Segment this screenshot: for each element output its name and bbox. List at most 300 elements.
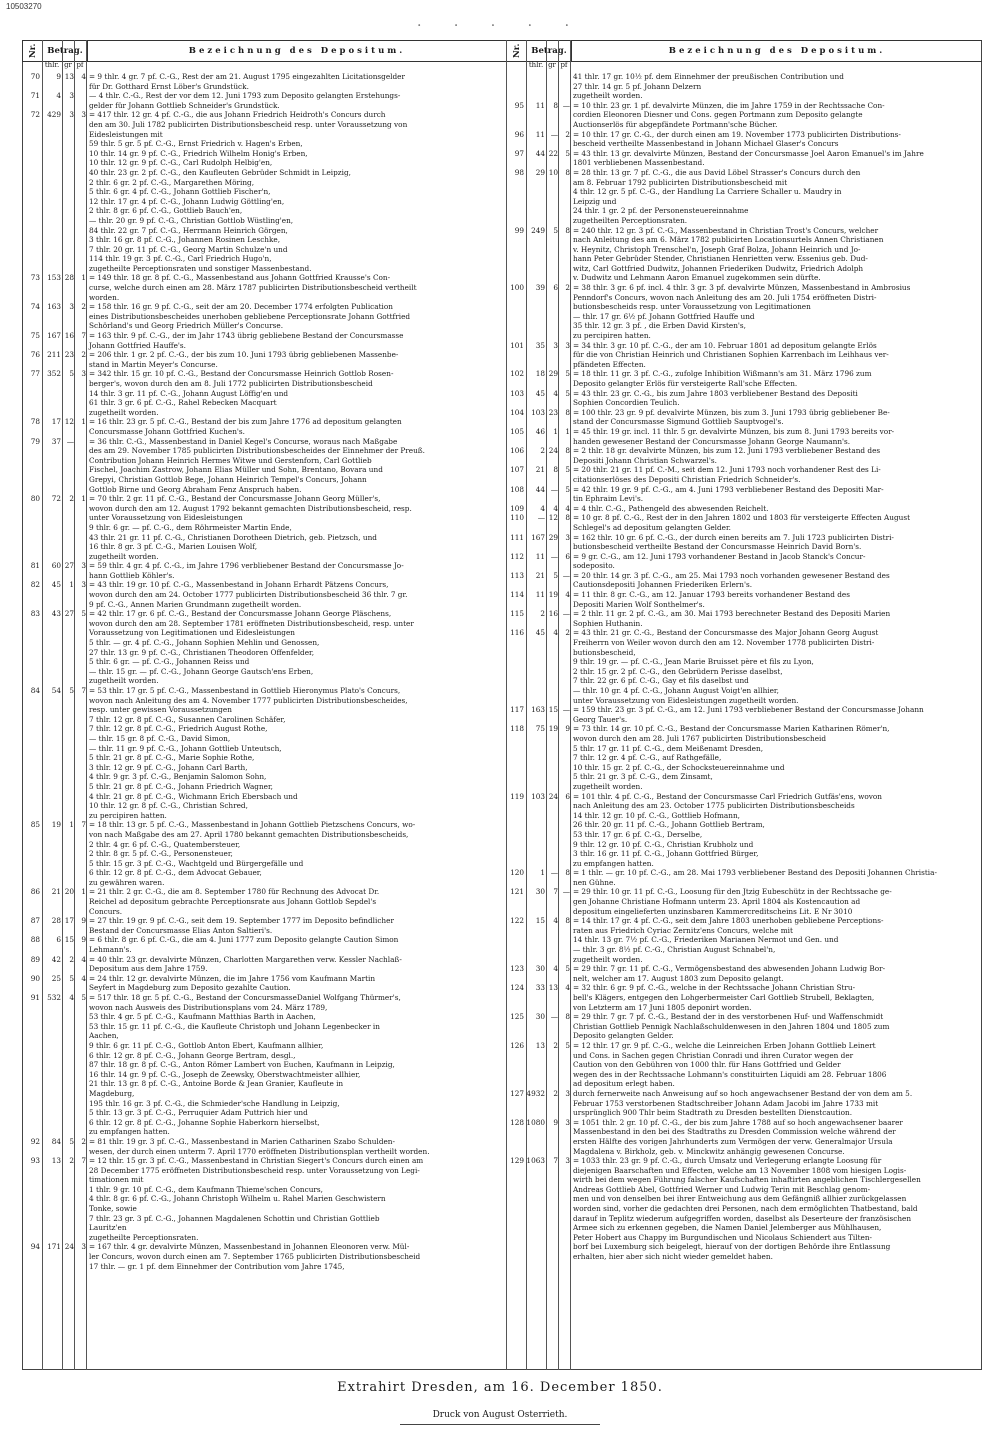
ledger-cell-thlr [526, 561, 546, 571]
ledger-cell-gr [546, 235, 558, 245]
ledger-cell-text: = 81 thlr. 19 gr. 3 pf. C.-G., Massenbestand in Marien Catharinen Szabo Schulden- [89, 1136, 395, 1146]
ledger-cell-pf [558, 811, 570, 821]
ledger-cell-gr [62, 235, 74, 245]
ledger-cell-text: — thlr. 11 gr. 9 pf. C.-G., Johann Gottlieb Unteutsch, [89, 743, 282, 753]
ledger-cell-text: zugetheilten Perceptionsraten. [573, 215, 688, 225]
ledger-cell-nr [506, 1185, 526, 1195]
ledger-cell-pf [74, 321, 86, 331]
ledger-cell-thlr [42, 590, 62, 600]
ledger-cell-text: = 29 thlr. 7 gr. 11 pf. C.-G., Vermögensbestand des abwesenden Johann Ludwig Bor- [573, 964, 886, 974]
ledger-row [506, 1051, 982, 1061]
ledger-cell-thlr [42, 667, 62, 677]
ledger-cell-thlr [526, 398, 546, 408]
ledger-cell-nr [506, 648, 526, 658]
ledger-cell-gr: 4 [553, 628, 558, 638]
ledger-row [506, 1223, 982, 1233]
ledger-cell-thlr [526, 1031, 546, 1041]
ledger-cell-pf [74, 1252, 86, 1262]
ledger-cell-gr [546, 907, 558, 917]
ledger-cell-text: witz, Carl Gottfried Dudwitz, Johannen Friederiken Dudwitz, Friedrich Adolph [573, 263, 864, 273]
ledger-row [22, 724, 506, 734]
place-date-line: Extrahirt Dresden, am 16. December 1850. [337, 1380, 663, 1395]
ledger-cell-thlr [526, 859, 546, 869]
ledger-cell-thlr [42, 216, 62, 226]
ledger-cell-nr [506, 321, 526, 331]
ledger-cell-text: 26 thlr. 20 gr. 11 pf. C.-G., Johann Gottlieb Bertram, [573, 820, 765, 830]
ledger-cell-gr [62, 1012, 74, 1022]
left-header-betrag: Betrag. [43, 41, 88, 61]
ledger-cell-gr: — [550, 551, 558, 561]
right-ledger-column [506, 72, 982, 1262]
ledger-cell-nr [506, 1127, 526, 1137]
ledger-cell-nr [506, 993, 526, 1003]
ledger-cell-nr [506, 1060, 526, 1070]
ledger-cell-text: 10 thlr. 15 gr. 2 pf. C.-G., der Schocksteuereinnahme und [573, 762, 785, 772]
ledger-cell-text: 87 thlr. 18 gr. 8 pf. C.-G., Anton Römer Lambert von Euchen, Kaufmann in Leipzig, [89, 1060, 395, 1070]
ledger-cell-text: Schlegel's ad depositum gelangten Gelder. [573, 522, 731, 532]
ledger-cell-thlr [526, 331, 546, 341]
ledger-cell-nr: 105 [510, 426, 524, 436]
ledger-row [22, 696, 506, 706]
ledger-cell-text: 14 thlr. 13 gr. 7½ pf. C.-G., Friederiken Marianen Nermot und Gen. und [573, 935, 839, 945]
ledger-cell-pf [74, 1147, 86, 1157]
ledger-cell-nr: 123 [510, 964, 524, 974]
ledger-cell-nr [506, 1147, 526, 1157]
ledger-cell-nr [22, 1214, 42, 1224]
ledger-cell-gr: 27 [64, 609, 74, 619]
ledger-cell-thlr: 249 [531, 225, 545, 235]
ledger-row [506, 437, 982, 447]
ledger-cell-pf [74, 772, 86, 782]
ledger-cell-gr [62, 360, 74, 370]
ledger-row [506, 878, 982, 888]
ledger-cell-gr [62, 753, 74, 763]
ledger-row [506, 485, 982, 495]
ledger-cell-thlr: 1 [540, 868, 545, 878]
ledger-cell-pf: — [562, 705, 570, 715]
ledger-row [506, 1099, 982, 1109]
ledger-cell-text: 6 thlr. 12 gr. 8 pf. C.-G., dem Advocat Gebauer, [89, 868, 262, 878]
ledger-row [506, 91, 982, 101]
ledger-cell-thlr [526, 1051, 546, 1061]
ledger-cell-pf: 5 [565, 369, 570, 379]
ledger-cell-pf: 4 [565, 983, 570, 993]
ledger-cell-gr [546, 178, 558, 188]
ledger-row [22, 1242, 506, 1252]
ledger-cell-text: zu empfangen hatten. [89, 1127, 170, 1137]
ledger-cell-thlr [42, 264, 62, 274]
ledger-cell-thlr: 103 [531, 407, 545, 417]
ledger-row [506, 696, 982, 706]
ledger-cell-gr: 17 [64, 916, 74, 926]
ledger-row [22, 945, 506, 955]
ledger-cell-nr [506, 331, 526, 341]
ledger-cell-gr [546, 1252, 558, 1262]
ledger-row [22, 72, 506, 82]
ledger-row [22, 1156, 506, 1166]
ledger-cell-thlr [526, 945, 546, 955]
ledger-cell-thlr [526, 91, 546, 101]
ledger-cell-text: 41 thlr. 17 gr. 10½ pf. dem Einnehmer der preußischen Contribution und [573, 72, 844, 81]
ledger-cell-thlr: 37 [51, 436, 61, 446]
ledger-cell-gr [62, 427, 74, 437]
ledger-cell-text: 27 thlr. 14 gr. 5 pf. Johann Delzern [573, 81, 702, 91]
ledger-cell-nr [506, 935, 526, 945]
ledger-cell-nr [506, 110, 526, 120]
ledger-row [506, 657, 982, 667]
ledger-cell-thlr [42, 1194, 62, 1204]
ledger-cell-nr [22, 1233, 42, 1243]
ledger-cell-pf [74, 878, 86, 888]
ledger-cell-thlr [526, 235, 546, 245]
ledger-cell-pf [558, 235, 570, 245]
ledger-row [22, 504, 506, 514]
ledger-cell-text: 2 thlr. 8 gr. 6 pf. C.-G., Gottlieb Bauch'en, [89, 206, 243, 216]
ledger-cell-pf [558, 619, 570, 629]
ledger-row [506, 1060, 982, 1070]
ledger-row [506, 935, 982, 945]
ledger-cell-text: 9 thlr. 6 gr. 11 pf. C.-G., Gottlob Anton Ebert, Kaufmann allhier, [89, 1040, 324, 1050]
ledger-cell-thlr [526, 753, 546, 763]
ledger-cell-nr [22, 1031, 42, 1041]
ledger-cell-nr [506, 1022, 526, 1032]
ledger-row [22, 1233, 506, 1243]
ledger-cell-nr [506, 437, 526, 447]
ledger-cell-text: = 167 thlr. 4 gr. devalvirte Münzen, Massenbestand in Johannen Eleonoren verw. Mül- [89, 1242, 410, 1252]
ledger-cell-nr [22, 1194, 42, 1204]
ledger-cell-nr [22, 1003, 42, 1013]
ledger-row [506, 1108, 982, 1118]
ledger-cell-pf: 7 [81, 820, 86, 830]
ledger-cell-nr [22, 571, 42, 581]
ledger-cell-nr: 106 [510, 446, 524, 456]
ledger-cell-text: 28 December 1775 eröffneten Distributionsbescheid resp. unter Voraussetzung von Legi- [89, 1165, 420, 1175]
ledger-row [506, 523, 982, 533]
ledger-cell-gr: 28 [64, 273, 74, 283]
ledger-cell-gr [546, 91, 558, 101]
ledger-cell-thlr [42, 1089, 62, 1099]
ledger-cell-gr [546, 1204, 558, 1214]
ledger-row [506, 1003, 982, 1013]
ledger-row [22, 168, 506, 178]
ledger-row [22, 245, 506, 255]
ledger-cell-nr [22, 1166, 42, 1176]
ledger-cell-text: = 1051 thlr. 2 gr. 10 pf. C.-G., der bis zum Jahre 1788 auf so hoch angewachsener baarer [573, 1117, 903, 1127]
ledger-cell-text: = 2 thlr. 18 gr. devalvirte Münzen, bis zum 12. Juni 1793 verbliebener Bestand des [573, 446, 881, 456]
ledger-cell-pf [74, 197, 86, 207]
ledger-cell-pf [74, 907, 86, 917]
ledger-cell-thlr [526, 542, 546, 552]
ledger-cell-nr [506, 542, 526, 552]
ledger-cell-gr [546, 878, 558, 888]
ledger-cell-gr [546, 254, 558, 264]
ledger-cell-gr [62, 1127, 74, 1137]
ledger-row [506, 926, 982, 936]
ledger-cell-nr [22, 676, 42, 686]
ledger-cell-nr: 111 [510, 532, 524, 542]
ledger-cell-gr: — [550, 484, 558, 494]
ledger-cell-thlr [526, 1108, 546, 1118]
ledger-cell-gr: 3 [553, 340, 558, 350]
ledger-cell-gr: 5 [553, 225, 558, 235]
ledger-row [506, 571, 982, 581]
ledger-cell-thlr [42, 1204, 62, 1214]
ledger-cell-thlr [42, 878, 62, 888]
ledger-cell-thlr [42, 1147, 62, 1157]
ledger-cell-nr: 82 [30, 580, 40, 590]
ledger-cell-nr [22, 1060, 42, 1070]
ledger-cell-nr [22, 178, 42, 188]
ledger-row [506, 792, 982, 802]
ledger-row [506, 1214, 982, 1224]
ledger-cell-nr [22, 801, 42, 811]
ledger-cell-thlr [526, 1079, 546, 1089]
ledger-cell-nr [22, 446, 42, 456]
ledger-row [22, 1060, 506, 1070]
ledger-cell-pf [74, 379, 86, 389]
ledger-cell-thlr [526, 264, 546, 274]
ledger-cell-pf [74, 1214, 86, 1224]
ledger-cell-text: 3 thlr. 12 gr. 9 pf. C.-G., Johann Carl Barth, [89, 762, 248, 772]
ledger-row [506, 1185, 982, 1195]
ledger-cell-nr [22, 398, 42, 408]
ledger-row [506, 1166, 982, 1176]
ledger-cell-pf [558, 648, 570, 658]
ledger-cell-gr: — [550, 1012, 558, 1022]
ledger-row [22, 1147, 506, 1157]
ledger-row [506, 456, 982, 466]
ledger-cell-nr [506, 686, 526, 696]
ledger-cell-thlr [526, 763, 546, 773]
ledger-row [22, 226, 506, 236]
ledger-cell-thlr [42, 1041, 62, 1051]
ledger-cell-nr [506, 580, 526, 590]
ledger-cell-thlr [526, 1252, 546, 1262]
ledger-cell-nr [506, 1223, 526, 1233]
ledger-cell-nr [22, 226, 42, 236]
ledger-cell-gr [546, 1108, 558, 1118]
ledger-cell-pf [74, 715, 86, 725]
ledger-row [22, 1166, 506, 1176]
ledger-cell-gr [62, 254, 74, 264]
ledger-cell-text: worden. [89, 292, 120, 302]
ledger-cell-pf: 5 [565, 388, 570, 398]
ledger-cell-thlr [526, 158, 546, 168]
ledger-cell-thlr: 43 [51, 609, 61, 619]
ledger-cell-text: Februar 1753 verstorbenen Stadtschreiber Johann Adam Jacobi im Jahre 1733 mit [573, 1098, 879, 1108]
ledger-row [506, 1089, 982, 1099]
ledger-cell-nr [22, 120, 42, 130]
ledger-cell-pf: — [562, 100, 570, 110]
ledger-cell-gr: 16 [548, 609, 558, 619]
ledger-cell-text: 12 thlr. 17 gr. 4 pf. C.-G., Johann Ludwig Göttling'en, [89, 196, 285, 206]
ledger-row [506, 1175, 982, 1185]
ledger-cell-nr [506, 216, 526, 226]
ledger-cell-thlr: 2 [540, 609, 545, 619]
ledger-row [506, 1070, 982, 1080]
ledger-cell-text: = 159 thlr. 23 gr. 3 pf. C.-G., am 12. Juni 1793 verbliebener Bestand der Concursmasse Johann [573, 705, 924, 715]
ledger-cell-text: ursprünglich 900 Thlr beim Stadtrath zu Dresden bestellten Dienstcaution. [573, 1108, 853, 1118]
ledger-row [22, 1137, 506, 1147]
ledger-row [22, 964, 506, 974]
right-column-header [506, 40, 982, 62]
ledger-cell-text: Sophien Concordien Teulich. [573, 398, 680, 408]
ledger-row [506, 561, 982, 571]
ledger-cell-pf [74, 897, 86, 907]
ledger-cell-pf: 5 [81, 993, 86, 1002]
ledger-cell-thlr: 13 [535, 1040, 545, 1050]
ledger-cell-thlr [42, 120, 62, 130]
ledger-row [506, 1194, 982, 1204]
ledger-cell-text: 5 thlr. 21 gr. 8 pf. C.-G., Marie Sophie Rothe, [89, 753, 255, 763]
ledger-row [22, 1204, 506, 1214]
ledger-row [506, 513, 982, 523]
ledger-cell-text: gelder für Johann Gottlieb Schneider's Grundstück. [89, 100, 280, 110]
ledger-cell-text: stand in Martin Meyer's Concurse. [89, 359, 218, 369]
ledger-cell-nr [22, 1022, 42, 1032]
ledger-cell-nr: 114 [510, 590, 524, 600]
ledger-cell-nr [22, 130, 42, 140]
ledger-cell-gr [546, 82, 558, 92]
ledger-cell-nr: 128 [510, 1117, 524, 1127]
ledger-cell-thlr [526, 72, 546, 82]
ledger-cell-gr [546, 667, 558, 677]
ledger-cell-nr: 104 [510, 407, 524, 417]
ledger-cell-thlr [42, 187, 62, 197]
ledger-cell-nr [22, 235, 42, 245]
ledger-row [22, 887, 506, 897]
ledger-cell-nr: 124 [510, 983, 524, 993]
ledger-cell-pf [558, 1166, 570, 1176]
ledger-cell-thlr [526, 523, 546, 533]
ledger-row [22, 744, 506, 754]
ledger-cell-thlr [526, 417, 546, 427]
ledger-row [22, 868, 506, 878]
ledger-row [22, 206, 506, 216]
ledger-cell-pf [74, 1175, 86, 1185]
ledger-cell-thlr [42, 628, 62, 638]
ledger-cell-thlr: 103 [531, 791, 545, 801]
ledger-cell-gr [546, 955, 558, 965]
ledger-row [506, 302, 982, 312]
ledger-row [506, 542, 982, 552]
ledger-cell-thlr: 30 [535, 887, 545, 897]
ledger-cell-text: Andreas Gottlieb Abel, Gottfried Werner und Ludwig Terin mit Beschlag genom- [573, 1184, 871, 1194]
ledger-cell-thlr [42, 648, 62, 658]
left-column-header [22, 40, 506, 62]
ledger-cell-thlr [42, 734, 62, 744]
ledger-cell-text: cordien Eleonoren Diesner und Cons. gegen Portmann zum Deposito gelangte [573, 110, 863, 120]
ledger-cell-text: = 162 thlr. 10 gr. 6 pf. C.-G., der durch einen bereits am 7. Juli 1723 publicirten Distri- [573, 532, 894, 542]
ledger-row [506, 916, 982, 926]
ledger-cell-pf [74, 178, 86, 188]
ledger-row [506, 753, 982, 763]
ledger-cell-text: 53 thlr. 4 gr. 5 pf. C.-G., Kaufmann Matthias Barth in Aachen, [89, 1012, 316, 1022]
ledger-cell-pf [74, 1031, 86, 1041]
ledger-cell-gr [546, 657, 558, 667]
ledger-cell-thlr [526, 1223, 546, 1233]
ledger-cell-pf [74, 120, 86, 130]
ledger-cell-thlr [42, 619, 62, 629]
ledger-cell-pf: 3 [81, 110, 86, 120]
ledger-cell-pf [74, 1089, 86, 1099]
ledger-cell-text: Freiherrn von Weiler wovon durch den am 12. November 1778 publicirten Distri- [573, 638, 875, 648]
ledger-cell-nr [506, 734, 526, 744]
ledger-cell-text: 5 thlr. 21 gr. 3 pf. C.-G., dem Zinsamt, [573, 772, 713, 782]
ledger-cell-gr: 24 [64, 1242, 74, 1252]
ledger-cell-thlr [526, 897, 546, 907]
ledger-row [506, 628, 982, 638]
ledger-cell-thlr [526, 840, 546, 850]
ledger-cell-pf: 1 [81, 273, 86, 283]
ledger-row [22, 859, 506, 869]
ledger-cell-gr [546, 187, 558, 197]
ledger-cell-pf [558, 494, 570, 504]
ledger-cell-pf: 3 [81, 1242, 86, 1252]
ledger-cell-text: = 40 thlr. 23 gr. devalvirte Münzen, Charlotten Margarethen verw. Kessler Nachlaß- [89, 954, 402, 964]
ledger-cell-gr [546, 1214, 558, 1224]
ledger-cell-pf: 3 [565, 1088, 570, 1098]
ledger-cell-gr [62, 408, 74, 418]
ledger-cell-text: den am 30. Juli 1782 publicirten Distributionsbescheid resp. unter Voraussetzung von [89, 119, 408, 129]
ledger-cell-gr [546, 561, 558, 571]
ledger-cell-pf: — [562, 570, 570, 580]
ledger-cell-gr [62, 101, 74, 111]
ledger-cell-pf [558, 667, 570, 677]
ledger-cell-gr [546, 993, 558, 1003]
ledger-cell-gr: 23 [64, 350, 74, 360]
ledger-cell-gr [546, 849, 558, 859]
ledger-cell-pf: 7 [81, 686, 86, 695]
ledger-cell-nr: 76 [30, 350, 40, 360]
ledger-row [22, 216, 506, 226]
ledger-cell-text: Cautionsdepositi Johannen Friederiken Erlern's. [573, 580, 753, 590]
ledger-cell-thlr: 6 [56, 935, 61, 945]
ledger-cell-pf [558, 1003, 570, 1013]
ledger-cell-pf: 9 [565, 724, 570, 734]
ledger-cell-thlr [42, 763, 62, 773]
ledger-cell-thlr [42, 715, 62, 725]
ledger-cell-thlr: 21 [535, 570, 545, 580]
ledger-row [22, 1175, 506, 1185]
ledger-cell-text: Lehmann's. [89, 945, 132, 955]
ledger-cell-nr [506, 849, 526, 859]
ledger-cell-text: = 12 thlr. 17 gr. 9 pf. C.-G., welche die Leinreichen Erben Johann Gottlieb Leinert [573, 1040, 876, 1050]
ledger-row [22, 907, 506, 917]
ledger-cell-thlr [526, 475, 546, 485]
ledger-cell-thlr: 84 [51, 1136, 61, 1146]
ledger-cell-nr [506, 619, 526, 629]
ledger-cell-pf: 8 [565, 167, 570, 177]
ledger-cell-nr [506, 638, 526, 648]
ledger-row [506, 868, 982, 878]
ledger-cell-pf [74, 628, 86, 638]
ledger-cell-pf [558, 1022, 570, 1032]
ledger-cell-thlr [526, 1003, 546, 1013]
ledger-cell-text: Concurs. [89, 906, 123, 916]
ledger-cell-gr: 2 [553, 1088, 558, 1098]
ledger-cell-gr: 2 [553, 1040, 558, 1050]
ledger-cell-text: zugetheilt worden. [89, 407, 159, 417]
ledger-cell-nr [22, 792, 42, 802]
ledger-cell-text: depositum eingelieferten unzinsbaren Kammercreditscheins Lit. E Nr 3010 [573, 906, 853, 916]
ledger-cell-nr [506, 1204, 526, 1214]
ledger-cell-nr [506, 178, 526, 188]
ledger-cell-gr [62, 312, 74, 322]
ledger-cell-gr [62, 139, 74, 149]
ledger-cell-gr [546, 1079, 558, 1089]
ledger-cell-nr [506, 91, 526, 101]
